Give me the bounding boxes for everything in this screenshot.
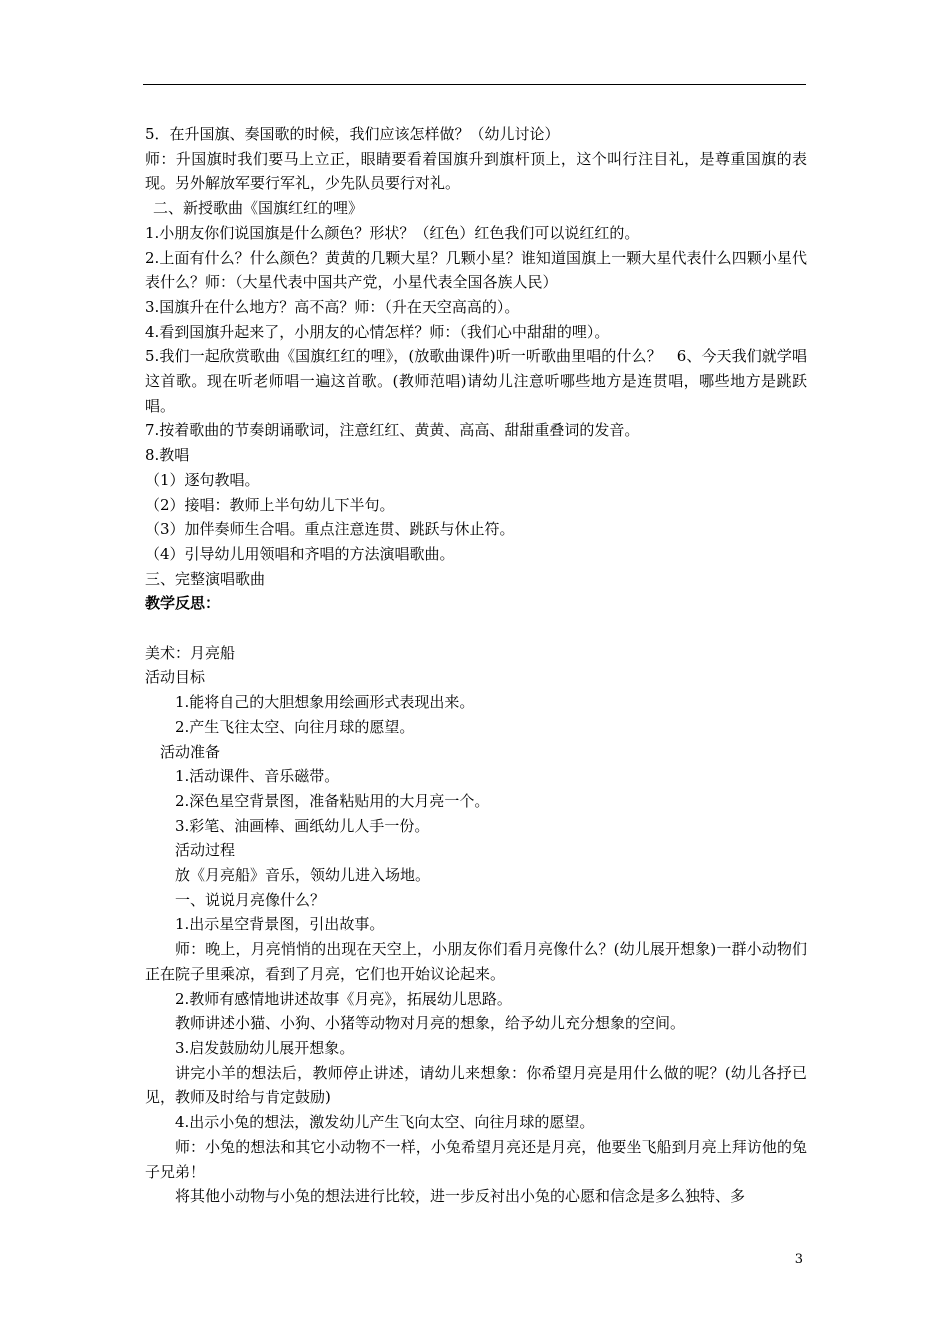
paragraph: 3.国旗升在什么地方？高不高？师：（升在天空高高的）。 — [145, 297, 520, 316]
paragraph: 美术：月亮船 — [145, 643, 236, 662]
paragraph: 将其他小动物与小兔的想法进行比较，进一步反衬出小兔的心愿和信念是多么独特、多 — [175, 1187, 746, 1206]
paragraph: 2.深色星空背景图，准备粘贴用的大月亮一个。 — [175, 791, 490, 810]
paragraph: 1.能将自己的大胆想象用绘画形式表现出来。 — [175, 693, 475, 712]
paragraph: 7.按着歌曲的节奏朗诵歌词，注意红红、黄黄、高高、甜甜重叠词的发音。 — [145, 421, 640, 440]
paragraph: 8.教唱 — [145, 446, 190, 465]
paragraph: 放《月亮船》音乐，领幼儿进入场地。 — [175, 866, 431, 885]
paragraph: （2）接唱：教师上半句幼儿下半句。 — [145, 495, 395, 514]
document-body — [145, 122, 807, 1209]
paragraph: 师：晚上，月亮悄悄的出现在天空上，小朋友你们看月亮像什么？(幼儿展开想象)一群小动物们正在院子里乘凉，看到了月亮，它们也开始议论起来。 — [145, 940, 807, 983]
page-number: 3 — [794, 1252, 803, 1267]
paragraph: 2.上面有什么？什么颜色？黄黄的几颗大星？几颗小星？谁知道国旗上一颗大星代表什么四颗小星代表什么？师：（大星代表中国共产党，小星代表全国各族人民） — [145, 248, 807, 292]
paragraph: 1.出示星空背景图，引出故事。 — [175, 915, 385, 934]
paragraph: 3.彩笔、油画棒、画纸幼儿人手一份。 — [175, 816, 430, 835]
section-heading: 教学反思： — [145, 594, 221, 613]
paragraph: （1）逐句教唱。 — [145, 470, 260, 489]
paragraph: 三、完整演唱歌曲 — [145, 569, 266, 588]
paragraph: 1.小朋友你们说国旗是什么颜色？形状？（红色）红色我们可以说红红的。 — [145, 223, 640, 242]
paragraph: 4.看到国旗升起来了，小朋友的心情怎样？师：（我们心中甜甜的哩）。 — [145, 322, 610, 341]
paragraph: 二、新授歌曲《国旗红红的哩》 — [153, 199, 364, 218]
paragraph: 5.我们一起欣赏歌曲《国旗红红的哩》，(放歌曲课件)听一听歌曲里唱的什么？ 6、今天我们就学唱这首歌。现在听老师唱一遍这首歌。(教师范唱)请幼儿注意听哪些地方是连贯唱，哪些地方是跳跃唱。 — [145, 347, 807, 415]
paragraph: 1.活动课件、音乐磁带。 — [175, 767, 340, 786]
paragraph: 5．在升国旗、奏国歌的时候，我们应该怎样做？（幼儿讨论） — [145, 125, 560, 143]
paragraph: 2.产生飞往太空、向往月球的愿望。 — [175, 717, 415, 736]
paragraph: 一、说说月亮像什么？ — [175, 890, 326, 909]
blank-line — [145, 616, 807, 641]
paragraph: 活动目标 — [145, 668, 206, 687]
paragraph: 师：升国旗时我们要马上立正，眼睛要看着国旗升到旗杆顶上，这个叫行注目礼，是尊重国旗的表现。另外解放军要行军礼，少先队员要行对礼。 — [145, 149, 807, 193]
paragraph: 3.启发鼓励幼儿展开想象。 — [175, 1039, 355, 1057]
paragraph: 讲完小羊的想法后，教师停止讲述，请幼儿来想象：你希望月亮是用什么做的呢？(幼儿各抒已见，教师及时给与肯定鼓励) — [145, 1063, 807, 1107]
paragraph: 教师讲述小猫、小狗、小猪等动物对月亮的想象，给予幼儿充分想象的空间。 — [175, 1014, 686, 1033]
paragraph: （4）引导幼儿用领唱和齐唱的方法演唱歌曲。 — [145, 544, 455, 563]
paragraph: 2.教师有感情地讲述故事《月亮》，拓展幼儿思路。 — [175, 989, 512, 1008]
paragraph: 活动过程 — [175, 841, 236, 860]
paragraph: 师：小兔的想法和其它小动物不一样，小兔希望月亮还是月亮，他要坐飞船到月亮上拜访他的兔子兄弟！ — [145, 1137, 807, 1181]
paragraph: （3）加伴奏师生合唱。重点注意连贯、跳跃与休止符。 — [145, 520, 515, 539]
paragraph: 4.出示小兔的想法，激发幼儿产生飞向太空、向往月球的愿望。 — [175, 1113, 595, 1132]
header-rule — [143, 84, 806, 85]
paragraph: 活动准备 — [160, 742, 221, 761]
